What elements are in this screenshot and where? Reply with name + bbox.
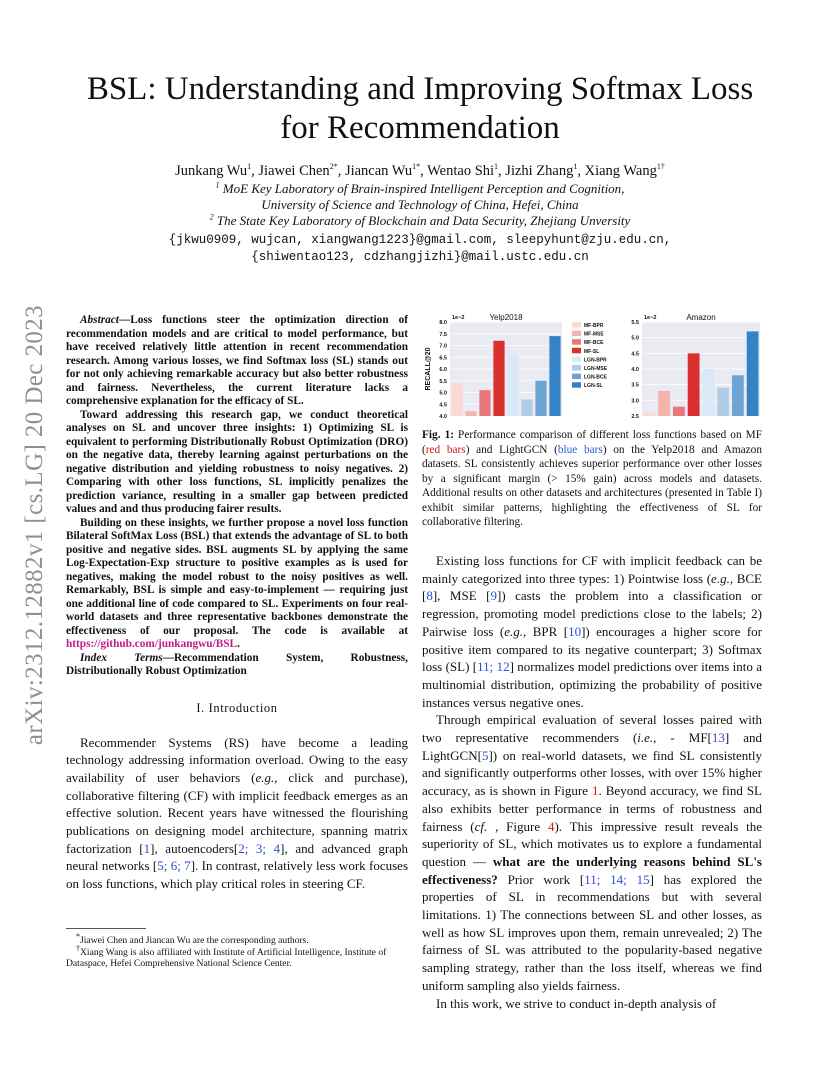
citation-link[interactable]: 2; 3; 4: [238, 840, 281, 856]
bar-mf-bce: [673, 407, 685, 416]
section-heading-introduction: I. Introduction: [196, 700, 278, 715]
title-line-1: BSL: Understanding and Improving Softmax Loss: [86, 71, 754, 107]
bar-mf-sl: [688, 353, 700, 416]
author: Wentao Shi$^1$,: [427, 162, 506, 179]
bar-mf-mse: [465, 411, 476, 416]
legend-label: LGN-BPR: [584, 357, 607, 364]
y-tick-label: 5.0: [439, 390, 447, 397]
y-tick-label: 7.0: [439, 343, 447, 350]
citation-link[interactable]: 11; 12: [477, 659, 510, 675]
footnote-2: †Xiang Wang is also affiliated with Institute of Artificial Intelligence, Institute of Dataspace, Hefei Comprehensive National Science Center.: [66, 943, 387, 969]
bar-lgn-bpr: [702, 369, 714, 416]
right-paragraph-3: In this work, we strive to conduct in-depth analysis of: [436, 995, 717, 1011]
arxiv-id-text: arXiv:2312.12882v1 [cs.LG] 20 Dec 2023: [21, 304, 48, 746]
citation-link[interactable]: 11; 14; 15: [584, 871, 650, 887]
arxiv-side-stamp: [18, 290, 52, 760]
legend-swatch: [572, 339, 581, 345]
abstract: [66, 314, 408, 679]
email-line-2: {shiwentao123, cdzhangjizhi}@mail.ustc.edu.cn: [251, 250, 589, 264]
bar-mf-bpr: [451, 383, 462, 416]
figure-link[interactable]: 4: [547, 818, 555, 834]
y-tick-label: 5.0: [631, 335, 639, 342]
legend-swatch: [572, 382, 581, 388]
legend-swatch: [572, 365, 581, 371]
abstract-paragraph-3: Building on these insights, we further propose a novel loss function Bilateral SoftMax Loss (BSL) that extends the advantage of SL to both positive and negative sides. BSL augments SL by applying the same Log-Expectation-Exp structure to positive examples as is used for negatives, making the model robust to the noisy positives as well. Remarkably, BSL is simple and easy-to-implement — requiring just one additional line of code compared to SL. Experiments on four real-world datasets and three representative backbones demonstrate the effectiveness of our proposal. The code is available at https://github.com/junkangwu/BSL.: [66, 516, 408, 650]
footnote-divider: [66, 928, 146, 929]
paper-title: [70, 70, 770, 148]
introduction-text: [66, 734, 408, 893]
citation-link[interactable]: 1: [143, 840, 151, 856]
bar-mf-bpr: [643, 413, 655, 416]
author: Junkang Wu$^1$,: [175, 162, 259, 179]
y-tick-label: 5.5: [439, 378, 447, 385]
figure-link[interactable]: 1: [592, 783, 599, 799]
bar-lgn-bce: [535, 381, 546, 416]
y-tick-label: 4.5: [631, 351, 639, 358]
affiliation-1: $^1$ MoE Key Laboratory of Brain-inspired Intelligent Perception and Cognition,: [215, 180, 625, 196]
chart-title: Amazon: [686, 313, 716, 322]
bar-mf-sl: [493, 341, 504, 416]
bar-lgn-mse: [717, 388, 729, 416]
email-line-1: {jkwu0909, wujcan, xiangwang1223}@gmail.com, sleepyhunt@zju.edu.cn,: [168, 233, 672, 247]
legend-label: MF-BPR: [584, 323, 604, 329]
author: Xiang Wang$^{1\dagger}$: [584, 162, 665, 179]
citation-link[interactable]: 13: [711, 730, 725, 746]
right-paragraph-2: Through empirical evaluation of several losses paired with two representative recommenders (i.e., - MF[13] and LightGCN[5]) on real-world datasets, we find SL consistently and significantly outperforms other losses, with over 15% higher accuracy, as is shown in Figure 1. Beyond accuracy, we find SL also exhibits better performance in terms of robustness and fairness (cf. , Figure 4). This impressive result reveals the superiority of SL, which motivates us to explore a fundamental question — what are the underlying reasons behind SL's effectiveness? Prior work [11; 14; 15] has explored the properties of SL in recommendations but with several limitations. 1) The connections between SL and other losses, as well as how SL improves upon them, remain unrevealed; 2) The fairness of SL was attributed to the popularity-based negative sampling strategy, rather than the loss itself, whereas we find uniform sampling also yields fairness.: [422, 712, 762, 993]
code-link[interactable]: https://github.com/junkangwu/BSL: [66, 638, 238, 650]
figure-1: [422, 310, 768, 422]
bar-mf-bce: [479, 390, 490, 416]
citation-link[interactable]: 9: [490, 588, 497, 604]
bar-lgn-sl: [549, 336, 560, 416]
citation-link[interactable]: 8: [426, 588, 433, 604]
footnote-1: *Jiawei Chen and Jiancan Wu are the corresponding authors.: [76, 931, 309, 946]
legend-swatch: [572, 348, 581, 354]
author: Jizhi Zhang$^1$,: [505, 162, 585, 179]
legend-swatch: [572, 356, 581, 362]
affiliation-2: $^2$ The State Key Laboratory of Blockchain and Data Security, Zhejiang Unversity: [209, 212, 631, 228]
y-tick-label: 4.0: [631, 367, 639, 373]
intro-paragraph-1: Recommender Systems (RS) have become a leading technology addressing information overload. Owing to the easy availability of user behaviors (e.g., click and purchase), collaborative filtering (CF) with implicit feedback emerges as an effective solution. Recent years have witnessed the flourishing publications on designing model architecture, spanning matrix factorization [1], autoencoders[2; 3; 4], and advanced graph neural networks [5; 6; 7]. In contrast, relatively less work focuses on loss functions, which play critical roles in steering CF.: [66, 734, 409, 892]
legend-swatch: [572, 374, 581, 380]
legend-swatch: [572, 331, 581, 337]
abstract-paragraph-1: Abstract—Loss functions steer the optimization direction of recommendation models and are critical to model performance, but have received relatively little attention in recent recommendation research. Among various losses, we find Softmax loss (SL) stands out for not only achieving remarkable accuracy but also better robustness and fairness. Nevertheless, the current literature lacks a comprehensive explanation for the efficacy of SL.: [66, 314, 408, 407]
author-list: [60, 162, 780, 181]
figure-caption: Fig. 1: Performance comparison of different loss functions based on MF (red bars) and LightGCN (blue bars) on the Yelp2018 and Amazon datasets. SL consistently achieves superior performance over other losses by a significant margin (> 15% gain) across models and datasets. Additional results on other datasets and architectures (presented in Table I) exhibit similar patterns, highlighting the effectiveness of SL for collaborative filtering.: [422, 429, 762, 528]
email-list: [60, 232, 780, 266]
bar-lgn-mse: [521, 400, 532, 416]
affiliation-1-line-2: University of Science and Technology of China, Hefei, China: [261, 197, 579, 212]
y-tick-label: 6.0: [439, 367, 447, 373]
bar-mf-mse: [658, 391, 670, 416]
y-tick-label: 3.5: [631, 382, 639, 389]
y-tick-label: 6.5: [439, 355, 447, 362]
bar-lgn-bce: [732, 375, 744, 416]
citation-link[interactable]: 5: [481, 747, 489, 763]
y-tick-label: 4.0: [439, 414, 447, 420]
legend-label: LGN-SL: [584, 383, 603, 390]
legend-label: LGN-BCE: [584, 374, 607, 381]
legend-label: MF-BCE: [584, 340, 604, 347]
title-line-2: for Recommendation: [280, 110, 560, 146]
y-tick-label: 3.0: [631, 398, 639, 405]
legend-label: LGN-MSE: [584, 366, 608, 372]
citation-link[interactable]: 10: [568, 623, 582, 639]
author: Jiancan $Wu^{1*}$,: [344, 162, 428, 179]
bar-lgn-sl: [747, 331, 759, 416]
author: Jiawei Chen$^{2*}$,: [258, 162, 345, 179]
legend-swatch: [572, 322, 581, 328]
y-tick-label: 8.0: [439, 320, 447, 326]
y-multiplier-label: 1e−2: [452, 315, 465, 321]
y-multiplier-label: 1e−2: [644, 315, 657, 321]
y-tick-label: 5.5: [631, 320, 639, 326]
y-axis-label: RECALL@20: [425, 347, 432, 391]
y-tick-label: 2.5: [631, 414, 639, 420]
bar-lgn-bpr: [507, 355, 518, 416]
left-column: [66, 314, 408, 893]
footnotes: [66, 931, 408, 970]
right-paragraph-1: Existing loss functions for CF with implicit feedback can be mainly categorized into three types: 1) Pointwise loss (e.g., BCE [8], MSE [9]) casts the problem into a classification or regression, promoting model predictions close to the labels; 2) Pairwise loss (e.g., BPR [10]) encourages a higher score for positive item compared to its negative counterpart; 3) Softmax loss (SL) [11; 12] normalizes model predictions over items into a multinomial distribution, optimizing the probability of positive instances versus negative ones.: [422, 553, 763, 710]
y-tick-label: 4.5: [439, 402, 447, 409]
author-block: [60, 162, 780, 266]
bar-chart-figure: [422, 310, 768, 422]
index-terms: Index Terms—Recommendation System, Robustness, Distributionally Robust Optimization: [66, 651, 408, 677]
legend-label: MF-MSE: [584, 331, 604, 338]
right-column: [422, 552, 762, 1012]
abstract-paragraph-2: Toward addressing this research gap, we conduct theoretical analyses on SL and uncover three insights: 1) Optimizing SL is equivalent to performing Distributionally Robust Optimization (DRO) on the negative data, thereby learning against perturbations on the negative distribution and yielding robustness to noisy negatives. 2) Comparing with other loss functions, SL implicitly penalizes the prediction variance, resulting in a smaller gap between predicted values and and thus producing fairer results.: [66, 408, 408, 515]
chart-title: Yelp2018: [489, 313, 523, 322]
citation-link[interactable]: 5; 6; 7: [157, 858, 191, 874]
legend-label: MF-SL: [584, 348, 600, 355]
y-tick-label: 7.5: [439, 331, 447, 338]
